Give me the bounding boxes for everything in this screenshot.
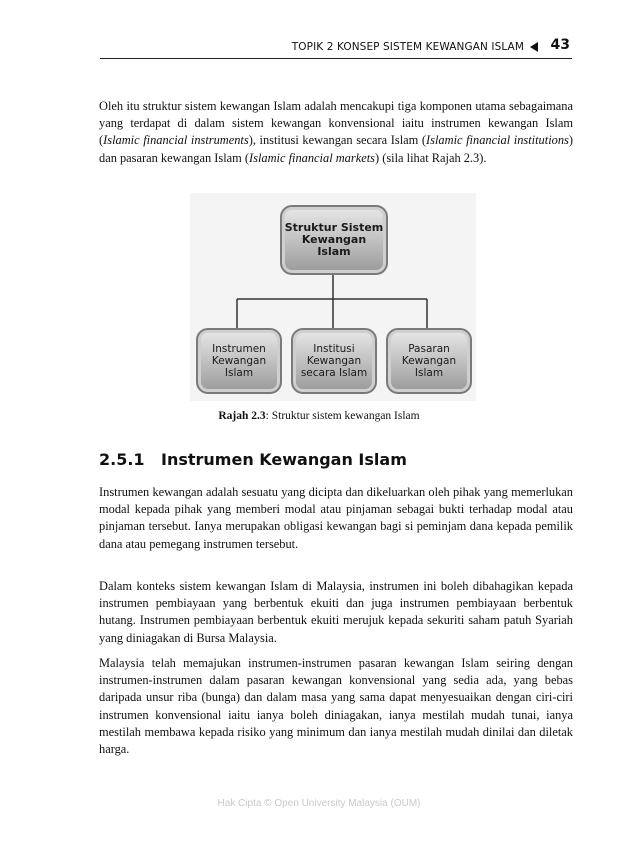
node-line: Kewangan [401,355,457,367]
node-line: Pasaran [408,343,450,355]
node-line: Instrumen [212,343,266,355]
paragraph-intro [99,98,573,167]
node-instrumen [196,328,282,394]
topic-title: TOPIK 2 KONSEP SISTEM KEWANGAN ISLAM [291,41,524,53]
section-number: 2.5.1 [99,450,145,469]
node-root-line: Islam [317,245,351,258]
copyright-watermark: Hak Cipta © Open University Malaysia (OUM) [217,798,421,809]
intro-text-1: Oleh itu struktur sistem kewangan Islam adalah mencakupi tiga komponen utama sebagaimana yang terdapat di dalam sistem kewangan konvensional iaitu instrumen kewangan Islam ( [99,99,573,148]
arrow-left-icon [530,42,538,52]
node-line: Institusi [313,343,355,355]
node-line: Islam [414,367,444,379]
node-root-line: Struktur Sistem [284,221,384,234]
paragraph-definition: Instrumen kewangan adalah sesuatu yang dicipta dan dikeluarkan oleh pihak yang memerlukan modal kepada pihak yang memberi modal atau pinjaman sebagai bukti terhadap modal atau pinjaman tersebut. Ianya merupakan obligasi kewangan bagi si peminjam dana kepada pemilik dana atau pemegang instrumen tersebut. [99,485,573,551]
caption-text: : Struktur sistem kewangan Islam [265,410,420,422]
intro-italic-2: Islamic financial institutions [426,133,569,148]
section-heading [99,450,407,469]
node-line: secara Islam [300,367,368,379]
intro-text-3: ) dan pasaran kewangan Islam ( [99,133,573,165]
node-institusi [291,328,377,394]
node-line: Kewangan [306,355,362,367]
paragraph-malaysia: Malaysia telah memajukan instrumen-instrumen pasaran kewangan Islam seiring dengan instrumen-instrumen dalam pasaran kewangan konvensional yang sedia ada, yang bebas daripada unsur riba (bunga) dan dalam masa yang sama dapat menyesuaikan dengan ciri-ciri instrumen konvensional iaitu ianya boleh diniagakan, ianya mestilah mudah tunai, ianya mestilah membawa kepada risiko yang minimum dan ianya mestilah mudah dinilai dan diletak harga. [99,656,573,757]
node-root [280,205,388,275]
structure-diagram [190,193,476,401]
page-header [100,36,572,59]
node-pasaran [386,328,472,394]
intro-text-4: ) (sila lihat Rajah 2.3). [374,150,487,165]
page-number: 43 [550,37,570,53]
figure-caption [0,410,638,422]
node-line: Kewangan [211,355,267,367]
intro-text-2: ), institusi kewangan secara Islam ( [248,133,427,148]
intro-italic-1: Islamic financial instruments [103,133,249,148]
caption-label: Rajah 2.3 [218,410,266,422]
paragraph-context: Dalam konteks sistem kewangan Islam di Malaysia, instrumen ini boleh dibahagikan kepada instrumen pembiayaan yang berbentuk ekuiti dan juga instrumen pembiayaan berbentuk hutang. Instrumen pembiayaan berbentuk ekuiti merujuk kepada sekuriti saham patuh Syariah yang diniagakan di Bursa Malaysia. [99,579,573,645]
node-root-line: Kewangan [301,233,367,246]
intro-italic-3: Islamic financial markets [249,150,375,165]
node-line: Islam [224,367,254,379]
section-title: Instrumen Kewangan Islam [161,450,407,469]
